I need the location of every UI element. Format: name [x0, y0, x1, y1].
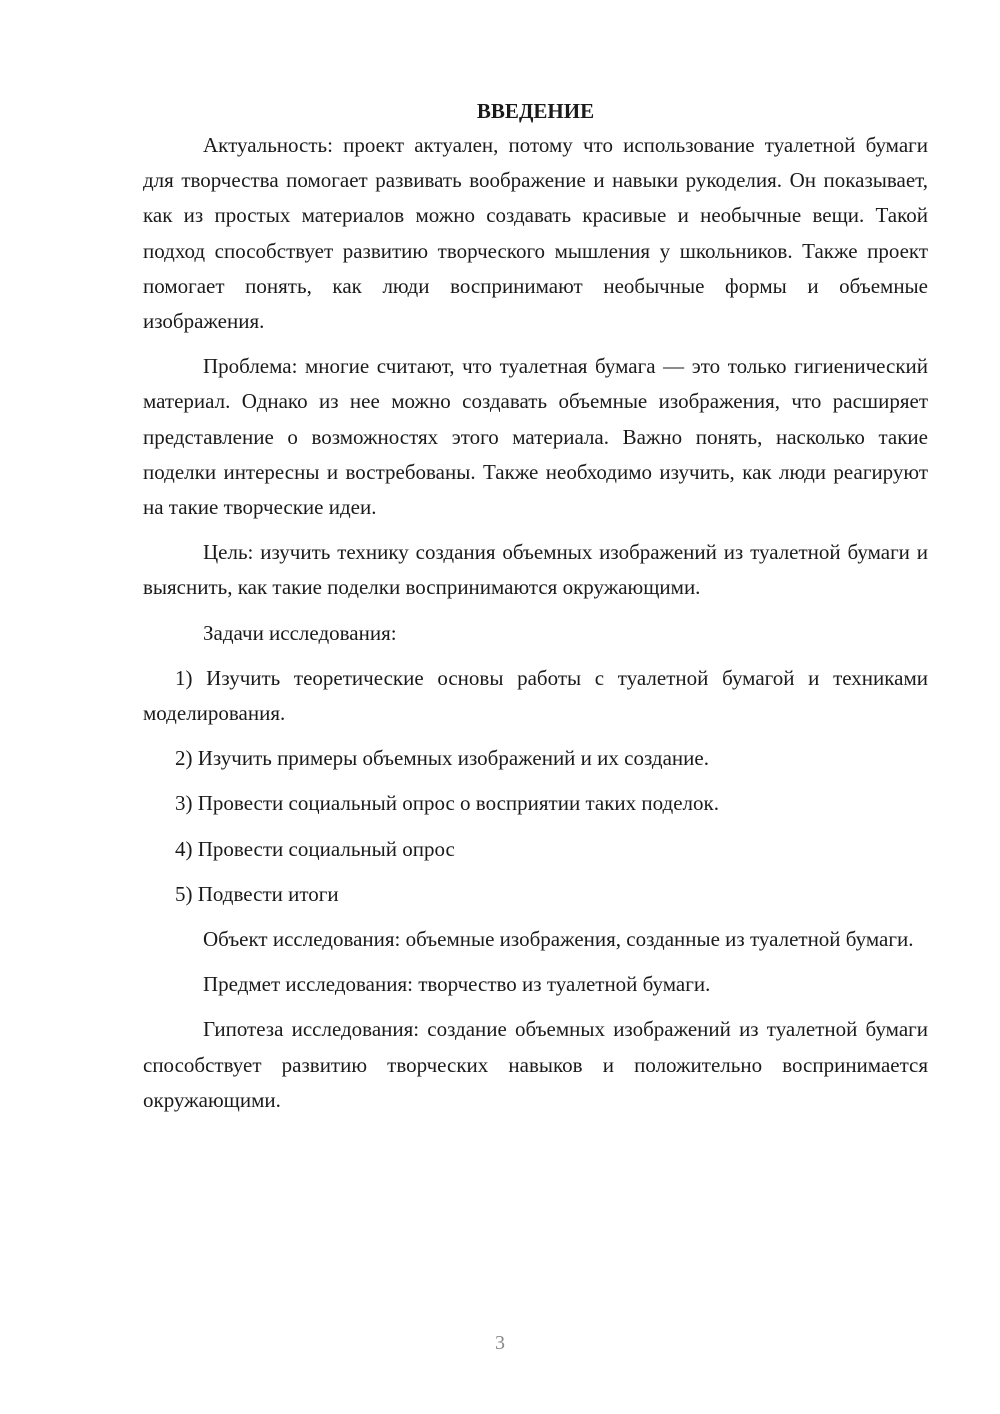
subject-paragraph: Предмет исследования: творчество из туалетной бумаги. [203, 972, 711, 997]
problem-paragraph: Проблема: многие считают, что туалетная бумага — это только гигиенический материал. Однако из нее можно создавать объемные изображения, что расширяет представление о возможностях этого материала. Важно понять, насколько такие поделки интересны и востребованы. Также необходимо изучить, как люди реагируют на такие творческие идеи. [143, 354, 928, 520]
tasks-heading: Задачи исследования: [203, 620, 397, 645]
task-item: 4) Провести социальный опрос [175, 836, 455, 861]
hypothesis-paragraph: Гипотеза исследования: создание объемных изображений из туалетной бумаги способствует развитию творческих навыков и положительно воспринимается окружающими. [143, 1017, 928, 1112]
task-item: 2) Изучить примеры объемных изображений и их создание. [175, 746, 709, 771]
task-item: 3) Провести социальный опрос о восприятии таких поделок. [175, 791, 719, 816]
document-page [143, 95, 928, 1118]
goal-paragraph: Цель: изучить технику создания объемных изображений из туалетной бумаги и выяснить, как такие поделки воспринимаются окружающими. [143, 540, 928, 600]
relevance-paragraph: Актуальность: проект актуален, потому что использование туалетной бумаги для творчества помогает развивать воображение и навыки рукоделия. Он показывает, как из простых материалов можно создавать красивые и необычные вещи. Такой подход способствует развитию творческого мышления у школьников. Также проект помогает понять, как люди воспринимают необычные формы и объемные изображения. [143, 133, 928, 334]
tasks-list [143, 661, 928, 912]
task-item: 5) Подвести итоги [175, 881, 339, 906]
task-item: 1) Изучить теоретические основы работы с туалетной бумагой и техниками моделирования. [143, 665, 928, 726]
section-title: ВВЕДЕНИЕ [476, 99, 595, 123]
page-number: 3 [495, 1332, 505, 1354]
object-paragraph: Объект исследования: объемные изображения, созданные из туалетной бумаги. [203, 927, 914, 952]
